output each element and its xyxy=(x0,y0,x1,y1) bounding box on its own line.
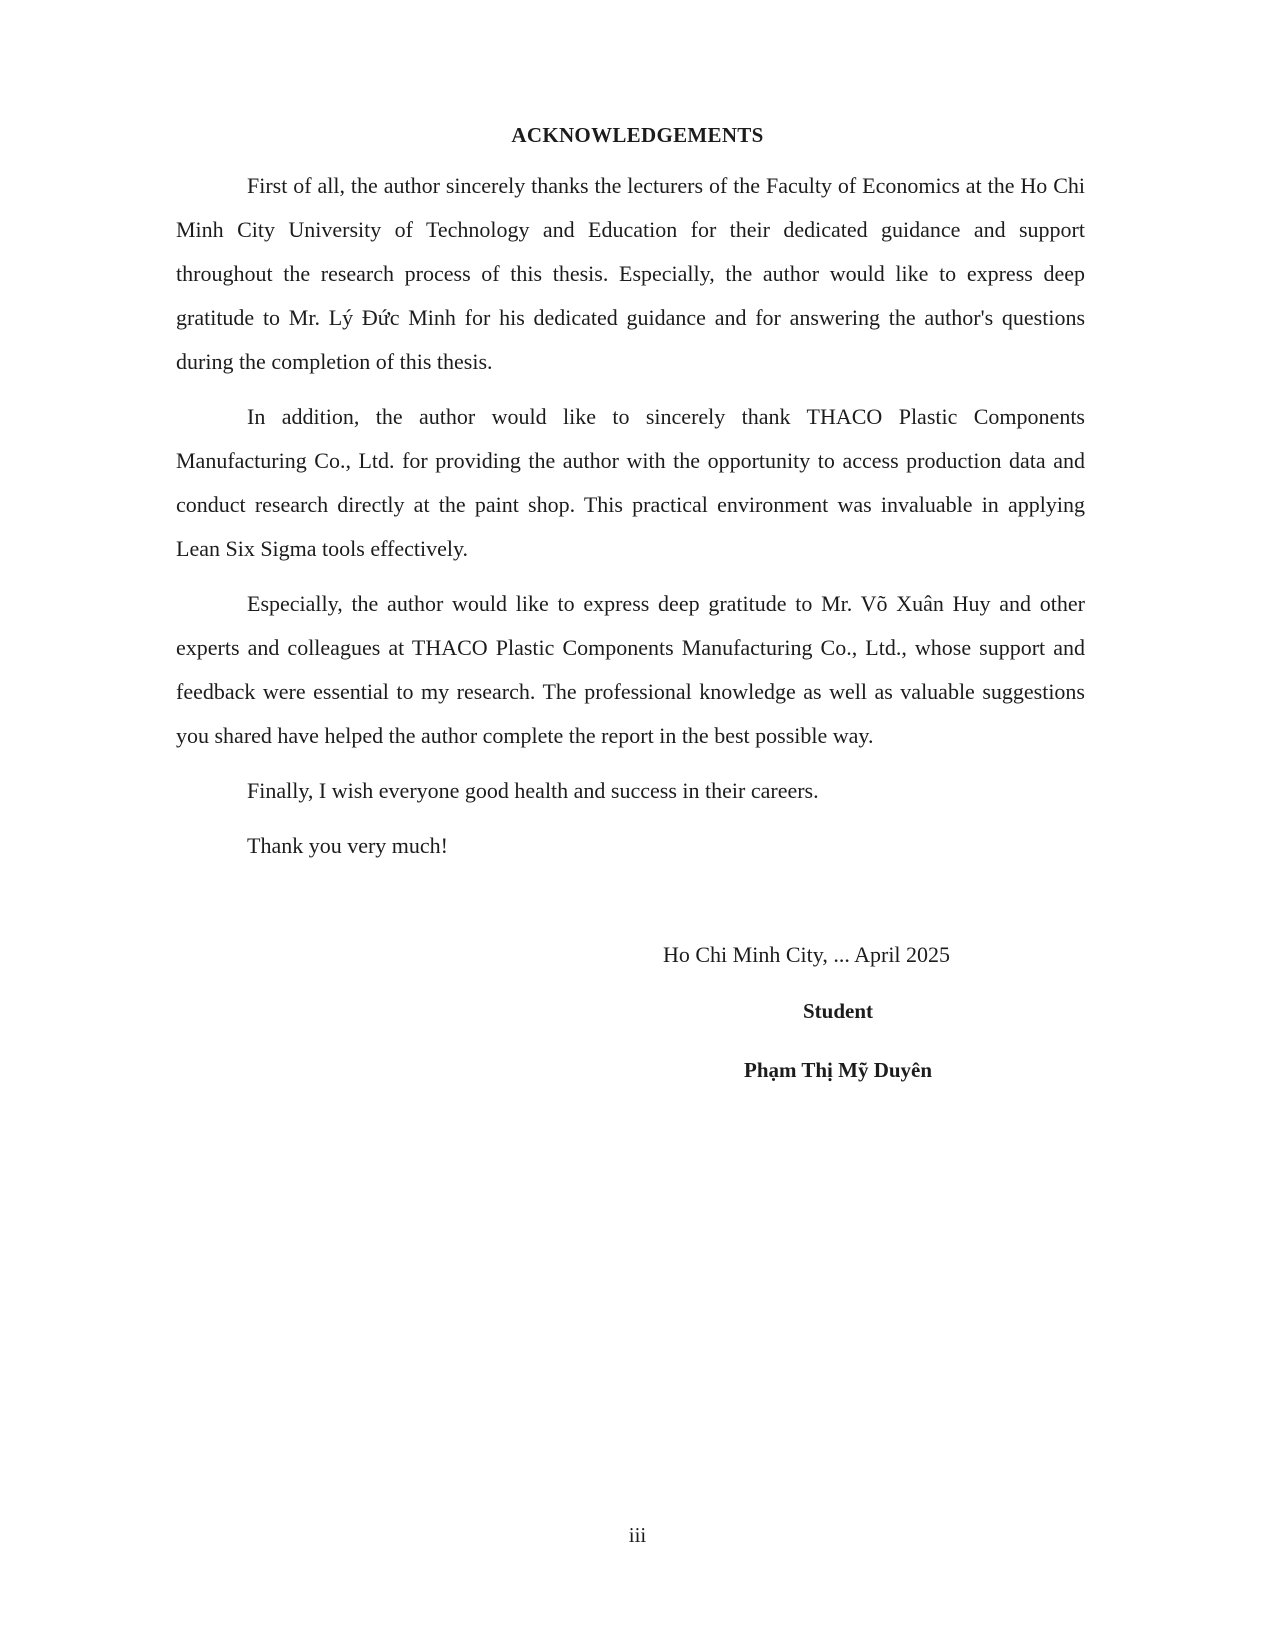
signature-role: Student xyxy=(803,999,874,1023)
closing-thanks: Thank you very much! xyxy=(247,833,448,858)
paragraph-colleague-thanks: Especially, the author would like to express deep gratitude to Mr. Võ Xuân Huy and other experts and colleagues at THACO Plastic Components Manufacturing Co., Ltd., whose support and feedback were essential to my research. The professional knowledge as well as valuable suggestions you shared have helped the author complete the report in the best possible way. xyxy=(176,591,1085,748)
signature-name: Phạm Thị Mỹ Duyên xyxy=(744,1058,933,1082)
page-number: iii xyxy=(628,1523,647,1547)
page-title: ACKNOWLEDGEMENTS xyxy=(511,123,764,147)
closing-wish: Finally, I wish everyone good health and success in their careers. xyxy=(247,778,819,803)
paragraph-company-thanks: In addition, the author would like to sincerely thank THACO Plastic Components Manufacturing Co., Ltd. for providing the author with the opportunity to access production data and conduct research directly at the paint shop. This practical environment was invaluable in applying Lean Six Sigma tools effectively. xyxy=(176,404,1085,561)
signature-place-date: Ho Chi Minh City, ... April 2025 xyxy=(663,942,951,967)
paragraph-faculty-thanks: First of all, the author sincerely thanks the lecturers of the Faculty of Economics at the Ho Chi Minh City University of Technology and Education for their dedicated guidance and support throughout the research process of this thesis. Especially, the author would like to express deep gratitude to Mr. Lý Đức Minh for his dedicated guidance and for answering the author's questions during the completion of this thesis. xyxy=(176,173,1085,374)
acknowledgement-body xyxy=(176,164,1085,868)
